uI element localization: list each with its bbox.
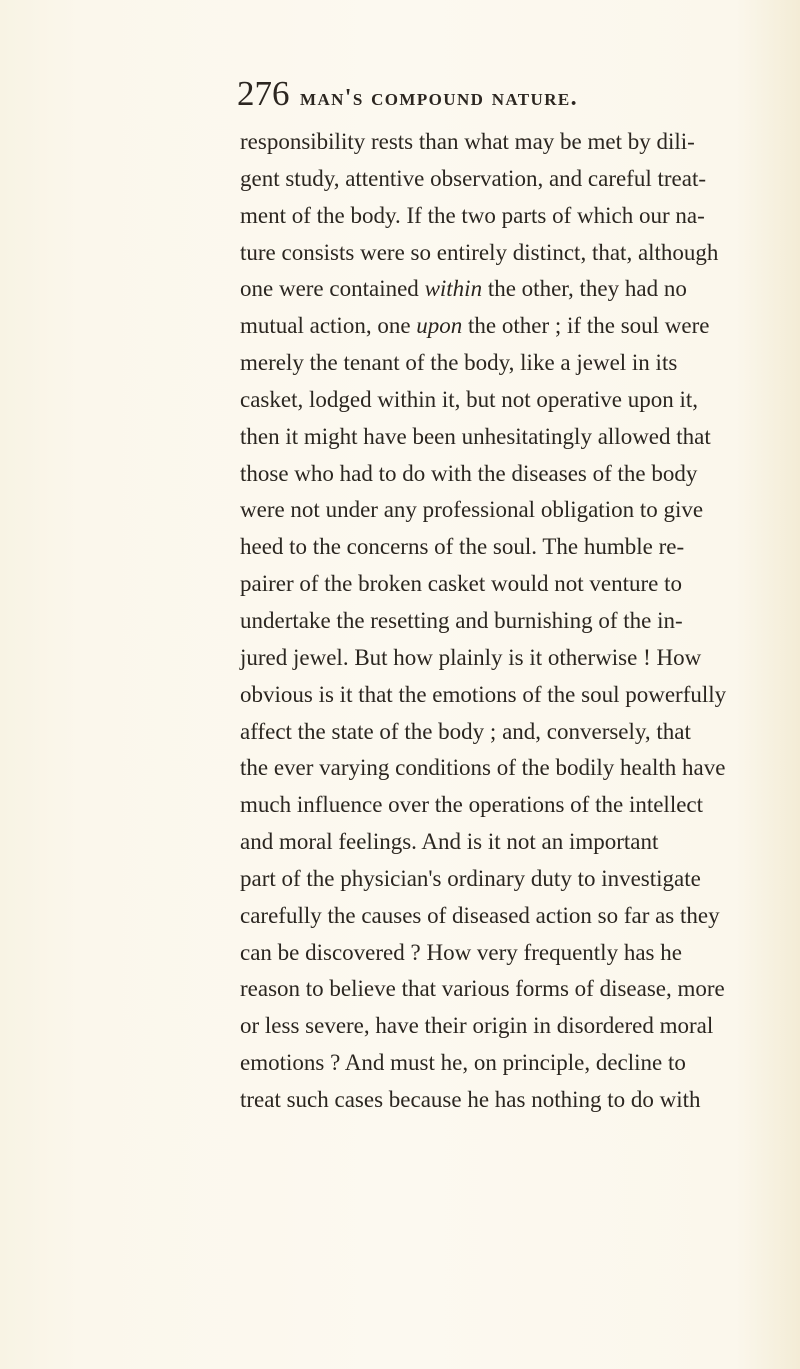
text-line-26: emotions ? And must he, on principle, decline to: [240, 1050, 686, 1076]
body-text: [240, 124, 800, 1119]
running-title: man's compound nature.: [300, 85, 579, 111]
text-line-14: undertake the resetting and burnishing of the in-: [240, 607, 683, 633]
emphasis-within: within: [424, 276, 483, 302]
text-line-5: [240, 271, 800, 308]
text-line-18: the ever varying conditions of the bodily health have: [240, 755, 726, 781]
text-line-1: responsibility rests than what may be met by dili-: [240, 129, 695, 154]
text-line-13: pairer of the broken casket would not venture to: [240, 571, 682, 597]
text-line-24: reason to believe that various forms of disease, more: [240, 976, 725, 1002]
text-line-6-before: mutual action, one: [240, 313, 417, 339]
text-line-23: can be discovered ? How very frequently has he: [240, 939, 682, 965]
text-line-2: gent study, attentive observation, and careful treat-: [240, 165, 706, 191]
text-line-25: or less severe, have their origin in disordered moral: [240, 1013, 714, 1039]
text-line-17: affect the state of the body ; and, conversely, that: [240, 718, 691, 744]
text-line-5-before: one were contained: [240, 276, 425, 302]
running-head: [0, 74, 800, 114]
text-line-8: casket, lodged within it, but not operative upon it,: [240, 386, 699, 412]
text-line-16: obvious is it that the emotions of the soul powerfully: [240, 681, 727, 707]
text-line-19: much influence over the operations of the intellect: [240, 792, 704, 818]
text-line-10: those who had to do with the diseases of the body: [240, 460, 698, 486]
text-line-27: treat such cases because he has nothing to do with: [240, 1086, 701, 1112]
text-line-15: jured jewel. But how plainly is it otherwise ! How: [240, 644, 702, 670]
text-line-3: ment of the body. If the two parts of which our na-: [240, 202, 705, 228]
emphasis-upon: upon: [416, 313, 463, 339]
text-line-9: then it might have been unhesitatingly allowed that: [240, 423, 711, 449]
text-line-12: heed to the concerns of the soul. The humble re-: [240, 534, 685, 560]
text-line-5-after: the other, they had no: [482, 276, 687, 302]
page-number: 276: [237, 74, 290, 113]
text-line-22: carefully the causes of diseased action so far as they: [240, 902, 720, 928]
text-line-6-after: the other ; if the soul were: [462, 313, 710, 339]
text-line-20: and moral feelings. And is it not an important: [240, 829, 659, 855]
text-line-6: [240, 308, 800, 345]
text-line-7: merely the tenant of the body, like a jewel in its: [240, 350, 678, 376]
text-line-4: ture consists were so entirely distinct, that, although: [240, 239, 719, 265]
text-line-11: were not under any professional obligation to give: [240, 497, 704, 523]
text-line-21: part of the physician's ordinary duty to investigate: [240, 865, 701, 891]
